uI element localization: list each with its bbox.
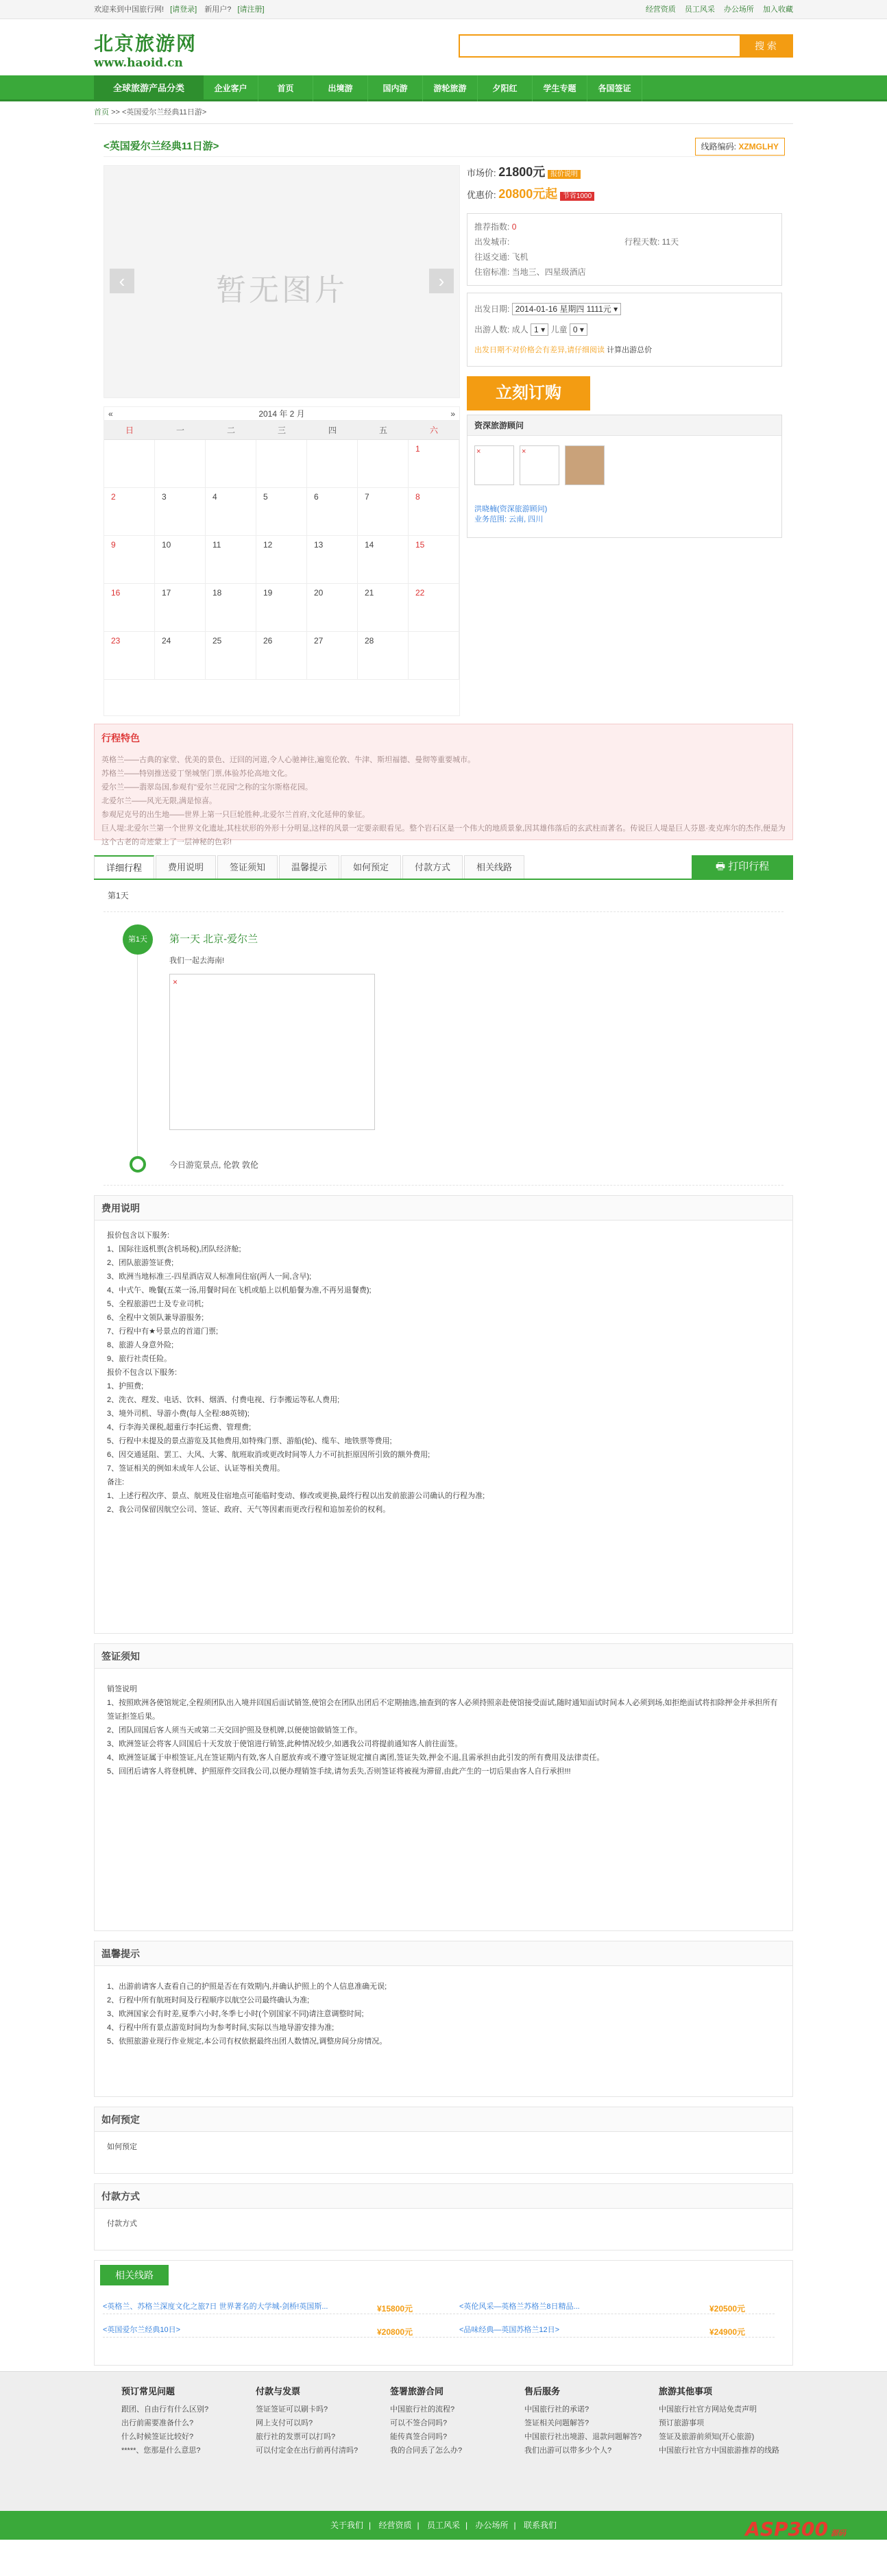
calendar-day[interactable]: 12 bbox=[256, 536, 307, 584]
consultant-name: 洪晓楠(资深旅游顾问) bbox=[474, 505, 548, 513]
calendar-day[interactable]: 20 bbox=[307, 584, 358, 632]
site-logo[interactable] bbox=[94, 29, 224, 70]
calendar-day[interactable]: 13 bbox=[307, 536, 358, 584]
visa-title: 签证须知 bbox=[95, 1644, 792, 1669]
costs-line: 1、国际往返机票(含机场税),团队经济舱; bbox=[107, 1245, 241, 1253]
nav-item-student[interactable]: 学生专题 bbox=[533, 75, 587, 101]
related-price: ¥24900元 bbox=[709, 2327, 746, 2337]
costs-line: 4、中式午、晚餐(五菜一汤,用餐时间在飞机或船上以机船餐为准,不再另退餐费); bbox=[107, 1286, 372, 1295]
calendar-weekday: 二 bbox=[226, 426, 235, 435]
costs-line: 6、全程中文领队兼导游服务; bbox=[107, 1314, 204, 1322]
calendar-day[interactable]: 10 bbox=[155, 536, 206, 584]
transport: 往返交通: 飞机 bbox=[474, 252, 528, 262]
footer-link[interactable]: *****、您那是什么意思? bbox=[121, 2446, 201, 2455]
market-price-row bbox=[467, 162, 782, 184]
feature-line: 英格兰——古典的家堂、优美的景色、迂回的河道,令人心驰神往,遍览伦敦、牛津、斯坦福德、曼彻等重要城市。 bbox=[101, 756, 476, 764]
calendar-day[interactable]: 9 bbox=[104, 536, 155, 584]
consultant-photo[interactable]: × bbox=[520, 445, 559, 485]
visa-line: 销签说明 bbox=[107, 1685, 137, 1693]
calendar-weekday: 四 bbox=[328, 426, 337, 435]
footer-link-license[interactable]: 经营资质 bbox=[378, 2520, 412, 2530]
costs-body bbox=[95, 1220, 792, 1525]
nav-item-enterprise[interactable]: 企业客户 bbox=[204, 75, 258, 101]
calendar-day[interactable]: 24 bbox=[155, 632, 206, 680]
nav-item-outbound[interactable]: 出境游 bbox=[313, 75, 368, 101]
related-link[interactable]: <英国爱尔兰经典10日> bbox=[103, 2326, 181, 2334]
costs-line: 4、行李海关课税,超重行李托运费、管理费; bbox=[107, 1423, 252, 1432]
visa-line: 5、回团后请客人将登机牌、护照原件交回我公司,以便办理销签手续,请勿丢失,否则签证将被视为滞留,由此产生的一切后果由客人自行承担!!! bbox=[107, 1767, 571, 1776]
costs-line: 7、行程中有★号景点的首道门票; bbox=[107, 1327, 219, 1336]
footer-link[interactable]: 能传真签合同吗? bbox=[390, 2433, 448, 2441]
related-link[interactable]: <英格兰、苏格兰深度文化之旅7日 世界著名的大学城-剑桥!英国斯... bbox=[103, 2303, 328, 2311]
visa-line: 1、按照欧洲各使馆规定,全程须团队出入境并回国后面试销签,使馆会在团队出团后不定期抽选,抽查到的客人必须持照亲赴使馆接受面试,随时通知面试时间本人必须到场,如拒绝面试将扣除押金并承担所有签证拒签后果。 bbox=[107, 1699, 778, 1721]
search-box bbox=[459, 34, 793, 58]
payment-body: 付款方式 bbox=[107, 2220, 137, 2228]
timeline-line bbox=[137, 933, 138, 1166]
print-label: 打印行程 bbox=[728, 861, 770, 872]
tab-payment[interactable]: 付款方式 bbox=[402, 855, 463, 879]
calendar-weekday: 一 bbox=[175, 426, 184, 435]
tips-line: 5、依照旅游业现行作业规定,本公司有权依据最终出团人数情况,调整房间分房情况。 bbox=[107, 2037, 387, 2046]
footer-link-contact[interactable]: 联系我们 bbox=[523, 2520, 557, 2530]
footer-sep: | bbox=[417, 2520, 420, 2530]
watermark-logo bbox=[742, 2515, 846, 2548]
footer-link[interactable]: 我们出游可以带多少个人? bbox=[524, 2446, 612, 2455]
calendar-weekday: 日 bbox=[125, 426, 134, 435]
tab-itinerary[interactable]: 详细行程 bbox=[94, 855, 154, 879]
product-facts bbox=[467, 213, 782, 286]
chevron-down-icon: ▾ bbox=[541, 325, 546, 334]
depart-city: 出发城市: bbox=[474, 237, 510, 247]
related-title: 相关线路 bbox=[100, 2265, 169, 2285]
calendar-day[interactable]: 26 bbox=[256, 632, 307, 680]
costs-line: 7、签证相关的例如未成年人公证、认证等相关费用。 bbox=[107, 1464, 285, 1473]
calendar-prev-button[interactable]: « bbox=[108, 409, 113, 419]
footer-columns bbox=[94, 2372, 793, 2457]
footer-sep: | bbox=[513, 2520, 516, 2530]
sale-price-row bbox=[467, 184, 782, 206]
footer-link-about[interactable]: 关于我们 bbox=[330, 2520, 364, 2530]
nav-item-domestic[interactable]: 国内游 bbox=[368, 75, 423, 101]
footer-column-title: 签署旅游合同 bbox=[390, 2386, 444, 2396]
calendar-day[interactable]: 19 bbox=[256, 584, 307, 632]
breadcrumb-home[interactable]: 首页 bbox=[94, 108, 109, 116]
chevron-down-icon: ▾ bbox=[613, 304, 618, 314]
calendar-day[interactable]: 25 bbox=[206, 632, 256, 680]
printer-icon: 🖶 bbox=[715, 861, 725, 872]
consultant-title: 资深旅游顾问 bbox=[467, 415, 781, 436]
adult-select-value: 1 bbox=[534, 325, 539, 334]
footer-column bbox=[256, 2384, 390, 2457]
footer-sep: | bbox=[369, 2520, 372, 2530]
calendar-day[interactable]: 28 bbox=[358, 632, 409, 680]
footer-bar bbox=[0, 2511, 887, 2540]
route-code-label: 线路编码: bbox=[701, 142, 736, 151]
footer-column-title: 旅游其他事项 bbox=[659, 2386, 713, 2396]
related-price: ¥20500元 bbox=[709, 2304, 746, 2314]
date-select-value: 2014-01-16 星期四 1111元 bbox=[515, 304, 611, 314]
footer-column bbox=[659, 2384, 793, 2457]
calendar-day[interactable]: 4 bbox=[206, 488, 256, 536]
print-itinerary-button[interactable] bbox=[692, 855, 793, 879]
calendar-day[interactable]: 15 bbox=[409, 536, 459, 584]
tips-line: 1、出游前请客人查看自己的护照是否在有效期内,并确认护照上的个人信息准确无误; bbox=[107, 1983, 387, 1991]
footer-link[interactable]: 中国旅行社官方中国旅游推荐的线路 bbox=[659, 2446, 779, 2455]
footer-link[interactable]: 跟团、自由行有什么区别? bbox=[121, 2405, 209, 2414]
nav-category[interactable]: 全球旅游产品分类 bbox=[94, 75, 204, 101]
calendar-weekday: 三 bbox=[277, 426, 286, 435]
calendar-weekdays bbox=[104, 421, 459, 440]
nav-item-senior[interactable]: 夕阳红 bbox=[478, 75, 533, 101]
footer-column bbox=[524, 2384, 659, 2457]
footer-link[interactable]: 可以付定金在出行前再付清吗? bbox=[256, 2446, 359, 2455]
footer-link[interactable]: 中国旅行社的承诺? bbox=[524, 2405, 590, 2414]
related-link[interactable]: <品味经典—英国苏格兰12日> bbox=[459, 2326, 560, 2334]
tips-section bbox=[94, 1941, 793, 2097]
adult-select[interactable] bbox=[531, 323, 548, 336]
footer-link[interactable]: 中国旅行社的流程? bbox=[390, 2405, 455, 2414]
howto-section bbox=[94, 2107, 793, 2174]
calendar-day[interactable]: 27 bbox=[307, 632, 358, 680]
costs-line: 3、欧洲当地标准三-四星酒店双人标准间住宿(两人一间,含早); bbox=[107, 1273, 312, 1281]
day-label: 第1天 bbox=[108, 891, 129, 900]
trip-features bbox=[94, 724, 793, 846]
new-user-text: 新用户? bbox=[204, 5, 232, 14]
calendar-day[interactable]: 6 bbox=[307, 488, 358, 536]
register-link[interactable]: [请注册] bbox=[237, 5, 265, 14]
breadcrumb bbox=[94, 101, 793, 123]
tab-costs[interactable]: 费用说明 bbox=[156, 855, 216, 879]
breadcrumb-current: <英国爱尔兰经典11日游> bbox=[121, 108, 207, 116]
top-bar bbox=[0, 0, 887, 19]
tab-visa[interactable]: 签证须知 bbox=[217, 855, 278, 879]
footer-column bbox=[390, 2384, 524, 2457]
nav-item-home[interactable]: 首页 bbox=[258, 75, 313, 101]
day-title: 第一天 北京-爱尔兰 bbox=[169, 933, 258, 945]
no-image-text: 暂无图片 bbox=[216, 273, 348, 307]
footer-link[interactable]: 签证签证可以刷卡吗? bbox=[256, 2405, 328, 2414]
calendar-day bbox=[409, 632, 459, 680]
calendar-day[interactable]: 21 bbox=[358, 584, 409, 632]
top-link-license[interactable]: 经营资质 bbox=[645, 5, 676, 14]
breadcrumb-sep: >> bbox=[111, 108, 120, 116]
footer-link[interactable]: 签证及旅游前须知(开心旅游) bbox=[659, 2433, 755, 2441]
costs-line: 3、境外司机、导游小费(每人全程:88英镑); bbox=[107, 1410, 250, 1418]
chevron-down-icon: ▾ bbox=[579, 325, 584, 334]
child-label: 儿童 bbox=[550, 325, 568, 334]
search-button[interactable]: 搜 索 bbox=[740, 36, 792, 56]
photo-prev-button[interactable]: ‹ bbox=[110, 269, 134, 293]
order-box bbox=[467, 293, 782, 367]
costs-line: 报价包含以下服务: bbox=[107, 1231, 170, 1240]
footer-link[interactable]: 网上支付可以吗? bbox=[256, 2419, 313, 2427]
calendar-day bbox=[206, 440, 256, 488]
costs-line: 9、旅行社责任险。 bbox=[107, 1355, 172, 1363]
calendar-day bbox=[358, 440, 409, 488]
day-subtitle: 我们一起去海南! bbox=[169, 957, 225, 965]
payment-section bbox=[94, 2183, 793, 2250]
header bbox=[94, 19, 793, 75]
costs-title: 费用说明 bbox=[95, 1196, 792, 1220]
tips-line: 4、行程中所有景点游览时间均为参考时间,实际以当地导游安排为准; bbox=[107, 2024, 335, 2032]
visa-body bbox=[95, 1669, 792, 1787]
itinerary-day bbox=[104, 911, 783, 1186]
related-price: ¥20800元 bbox=[377, 2327, 413, 2337]
watermark-text: ASP300 bbox=[745, 2518, 828, 2540]
people-label: 出游人数: bbox=[474, 325, 510, 334]
sale-price-label: 优惠价: bbox=[467, 190, 496, 200]
visa-line: 2、团队回国后客人须当天或第二天交回护照及登机牌,以便使馆做销签工作。 bbox=[107, 1726, 363, 1734]
calendar-day[interactable]: 11 bbox=[206, 536, 256, 584]
date-select[interactable] bbox=[512, 303, 621, 315]
calendar-day bbox=[155, 440, 206, 488]
footer-link-office[interactable]: 办公场所 bbox=[475, 2520, 509, 2530]
calendar-day bbox=[307, 440, 358, 488]
footer bbox=[0, 2371, 887, 2511]
tips-line: 3、欧洲国家会有时差,夏季六小时,冬季七小时(个别国家不同)请注意调整时间; bbox=[107, 2010, 364, 2018]
feature-line: 苏格兰——特别推送爱丁堡城堡门票,体验苏伦高地文化。 bbox=[101, 770, 293, 778]
tips-title: 温馨提示 bbox=[95, 1941, 792, 1966]
book-now-button[interactable]: 立刻订购 bbox=[467, 376, 590, 410]
consultant-info[interactable] bbox=[474, 504, 547, 525]
child-select[interactable] bbox=[570, 323, 587, 336]
footer-link[interactable]: 中国旅行社官方网站免责声明 bbox=[659, 2405, 757, 2414]
footer-link[interactable]: 出行前需要准备什么? bbox=[121, 2419, 194, 2427]
footer-column bbox=[121, 2384, 256, 2457]
nav-item-cruise[interactable]: 游轮旅游 bbox=[423, 75, 478, 101]
visa-line: 4、欧洲签证属于申根签证,凡在签证期内有效,客人自愿放弃或不遵守签证规定擅自离团,签证失效,押金不退,且需承担由此引发的所有费用及法律责任。 bbox=[107, 1754, 605, 1762]
footer-column-title: 付款与发票 bbox=[256, 2386, 301, 2396]
calendar-weekday: 五 bbox=[378, 426, 387, 435]
trip-days: 行程天数: 11天 bbox=[624, 237, 679, 247]
costs-line: 2、洗衣、理发、电话、饮料、烟酒、付费电视、行李搬运等私人费用; bbox=[107, 1396, 340, 1404]
calendar-month: 2014 年 2 月 bbox=[258, 409, 305, 419]
footer-sep: | bbox=[465, 2520, 468, 2530]
footer-link[interactable]: 什么时候签证比较好? bbox=[121, 2433, 194, 2441]
footer-link[interactable]: 签证相关问题解答? bbox=[524, 2419, 590, 2427]
costs-line: 备注: bbox=[107, 1478, 125, 1486]
calendar-month-bar bbox=[104, 407, 459, 421]
date-label: 出发日期: bbox=[474, 304, 510, 314]
calendar-weekday: 六 bbox=[429, 426, 438, 435]
hotel-standard: 住宿标准: 当地三、四星级酒店 bbox=[474, 267, 586, 277]
product-title-bar bbox=[104, 136, 785, 157]
logo-cn: 北京旅游网 bbox=[94, 32, 197, 55]
howto-body: 如何预定 bbox=[107, 2143, 137, 2151]
day-sights: 今日游览景点, 伦敦 敦伦 bbox=[169, 1160, 259, 1170]
tab-howto[interactable]: 如何预定 bbox=[341, 855, 401, 879]
watermark-sub: 源码 bbox=[831, 2529, 846, 2538]
welcome-text: 欢迎来到中国旅行网! bbox=[94, 5, 165, 14]
tab-related[interactable]: 相关线路 bbox=[464, 855, 524, 879]
recommend-value: 0 bbox=[511, 222, 517, 232]
calendar-day bbox=[256, 440, 307, 488]
sale-price: 20800元起 bbox=[498, 187, 558, 201]
visa-line: 3、欧洲签证会将客人回国后十天发放于使馆进行销签,此种情况较少,如遇我公司将提前通知客人前往面签。 bbox=[107, 1740, 463, 1748]
related-row bbox=[103, 2299, 775, 2314]
tips-line: 2、行程中所有航班时间及行程顺序以航空公司最终确认为准; bbox=[107, 1996, 310, 2004]
calendar-day[interactable]: 17 bbox=[155, 584, 206, 632]
search-input[interactable] bbox=[460, 36, 740, 56]
related-routes bbox=[94, 2260, 793, 2366]
tab-tips[interactable]: 温馨提示 bbox=[279, 855, 339, 879]
calendar-day[interactable]: 7 bbox=[358, 488, 409, 536]
costs-line: 报价不包含以下服务: bbox=[107, 1369, 178, 1377]
consultant-box bbox=[467, 415, 782, 538]
consultant-scope: 业务范围: 云南, 四川 bbox=[474, 515, 544, 524]
costs-line: 5、行程中未提及的景点游览及其他费用,如特殊门票、游船(轮)、缆车、地铁票等费用; bbox=[107, 1437, 392, 1445]
product-photo bbox=[104, 165, 460, 398]
calendar-day[interactable]: 14 bbox=[358, 536, 409, 584]
calendar-day[interactable]: 3 bbox=[155, 488, 206, 536]
product-title: <英国爱尔兰经典11日游> bbox=[104, 140, 219, 152]
child-select-value: 0 bbox=[572, 325, 578, 334]
top-link-favorite[interactable]: 加入收藏 bbox=[763, 5, 793, 14]
consultant-photo[interactable]: × bbox=[474, 445, 514, 485]
related-link[interactable]: <英伦风采—英格兰苏格兰8日精品... bbox=[459, 2303, 580, 2311]
feature-line: 巨人堤:北爱尔兰第一个世界文化遗址,其柱状形的外形十分明显,这样的风景一定要亲眼看见。整个岩石区是一个伟大的地质景象,因其雄伟落后的玄武柱而著名。传说巨人堤是巨人芬恩·麦克库尔的杰作,便是为这个古老的奇迹蒙上了一层神秘的色彩! bbox=[101, 824, 786, 846]
day-image: × bbox=[169, 974, 375, 1130]
feature-line: 爱尔兰——翡翠岛国,参观有"爱尔兰花园"之称的宝尔斯格花园。 bbox=[101, 783, 313, 792]
footer-link-staff[interactable]: 员工风采 bbox=[426, 2520, 460, 2530]
footer-link[interactable]: 中国旅行社出境游、退款问题解答? bbox=[524, 2433, 642, 2441]
calendar-day bbox=[104, 440, 155, 488]
howto-title: 如何预定 bbox=[95, 2107, 792, 2132]
calendar-day[interactable]: 5 bbox=[256, 488, 307, 536]
footer-column-title: 预订常见问题 bbox=[121, 2386, 175, 2396]
price-note-tag[interactable]: 报价说明 bbox=[548, 170, 581, 179]
photo-next-button[interactable]: › bbox=[429, 269, 454, 293]
adult-label: 成人 bbox=[511, 325, 528, 334]
calendar-grid bbox=[104, 440, 459, 680]
calendar-day[interactable]: 18 bbox=[206, 584, 256, 632]
top-link-staff[interactable]: 员工风采 bbox=[684, 5, 715, 14]
costs-line: 8、旅游人身意外险; bbox=[107, 1341, 174, 1349]
related-price: ¥15800元 bbox=[377, 2304, 413, 2314]
costs-line: 1、护照费; bbox=[107, 1382, 144, 1390]
calendar-day[interactable]: 1 bbox=[409, 440, 459, 488]
order-note: 出发日期不对价格会有差异,请仔细阅读 bbox=[474, 346, 605, 354]
feature-line: 参观尼克号的出生地——世界上第一只巨轮胜种,北爱尔兰首府,文化延伸的象征。 bbox=[101, 811, 370, 819]
consultant-avatar[interactable] bbox=[565, 445, 605, 485]
footer-link[interactable]: 旅行社的发票可以打吗? bbox=[256, 2433, 336, 2441]
logo-en: www.haoid.cn bbox=[94, 56, 183, 70]
footer-link[interactable]: 预订旅游事项 bbox=[659, 2419, 704, 2427]
footer-column-title: 售后服务 bbox=[524, 2386, 561, 2396]
calendar-day[interactable]: 8 bbox=[409, 488, 459, 536]
footer-link[interactable]: 可以不签合同吗? bbox=[390, 2419, 448, 2427]
costs-section bbox=[94, 1195, 793, 1634]
tips-body bbox=[95, 1966, 792, 2057]
route-code-value: XZMGLHY bbox=[738, 142, 779, 151]
total-price-link[interactable]: 计算出游总价 bbox=[607, 346, 653, 354]
calendar-day[interactable]: 22 bbox=[409, 584, 459, 632]
visa-section bbox=[94, 1643, 793, 1931]
calendar-day[interactable]: 16 bbox=[104, 584, 155, 632]
product-info bbox=[467, 162, 782, 538]
footer-link[interactable]: 我的合同丢了怎么办? bbox=[390, 2446, 463, 2455]
route-code bbox=[695, 138, 785, 156]
save-tag: 节省1000 bbox=[560, 192, 594, 201]
costs-line: 5、全程旅游巴士及专业司机; bbox=[107, 1300, 204, 1308]
nav-item-visa[interactable]: 各国签证 bbox=[587, 75, 642, 101]
recommend-label: 推荐指数: bbox=[474, 222, 510, 232]
calendar-day[interactable]: 23 bbox=[104, 632, 155, 680]
market-price-label: 市场价: bbox=[467, 168, 496, 178]
top-link-office[interactable]: 办公场所 bbox=[723, 5, 754, 14]
feature-line: 北爱尔兰——风光无限,满是惊喜。 bbox=[101, 797, 217, 805]
costs-line: 1、上述行程次序、景点、航班及住宿地点可能临时变动、修改或更换,最终行程以出发前旅游公司确认的行程为准; bbox=[107, 1492, 485, 1500]
costs-line: 6、因交通延阻、罢工、大风、大雾、航班取消或更改时间等人力不可抗拒原因所引致的额外费用; bbox=[107, 1451, 430, 1459]
product-detail bbox=[94, 123, 793, 726]
payment-title: 付款方式 bbox=[95, 2184, 792, 2209]
features-title: 行程特色 bbox=[101, 733, 140, 744]
calendar-day[interactable]: 2 bbox=[104, 488, 155, 536]
day-badge: 第1天 bbox=[123, 924, 153, 955]
detail-tabs bbox=[94, 855, 793, 880]
departure-calendar bbox=[104, 406, 460, 716]
login-link[interactable]: [请登录] bbox=[170, 5, 197, 14]
calendar-next-button[interactable]: » bbox=[450, 409, 455, 419]
related-row bbox=[103, 2322, 775, 2338]
market-price: 21800元 bbox=[498, 165, 546, 179]
costs-line: 2、我公司保留因航空公司、签证、政府、天气等因素而更改行程和追加差价的权利。 bbox=[107, 1506, 391, 1514]
costs-line: 2、团队旅游签证费; bbox=[107, 1259, 174, 1267]
main-nav bbox=[0, 75, 887, 101]
timeline-end-dot bbox=[130, 1156, 146, 1173]
